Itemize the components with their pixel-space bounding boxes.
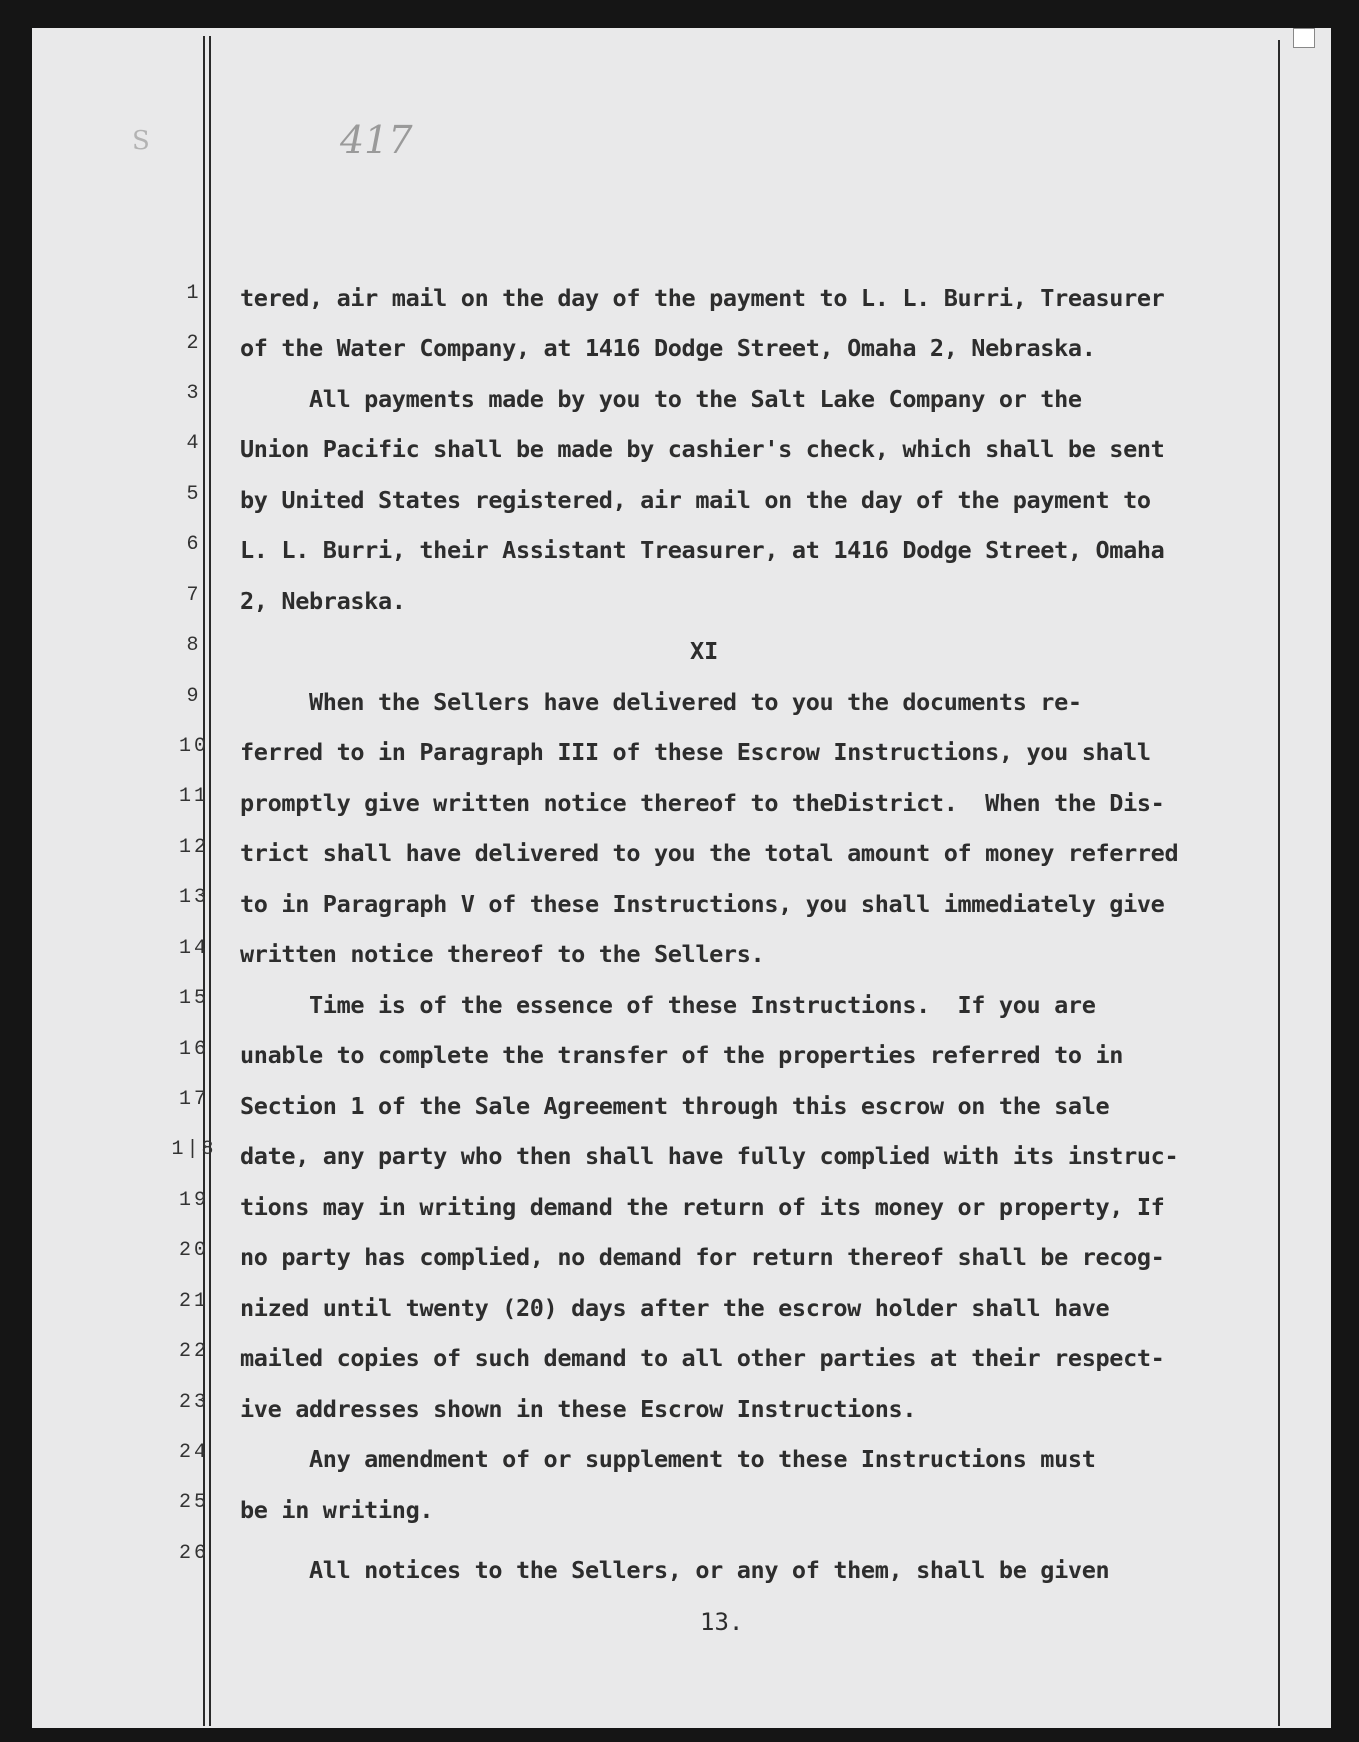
section-heading: XI	[690, 637, 719, 665]
text-line: ferred to in Paragraph III of these Escrow Instructions, you shall	[240, 738, 1151, 766]
text-line: All notices to the Sellers, or any of them, shall be given	[240, 1556, 1110, 1584]
handwritten-mark: 417	[340, 118, 413, 162]
line-number: 3	[186, 382, 202, 405]
line-number: 14	[178, 937, 209, 960]
text-line: be in writing.	[240, 1496, 434, 1524]
text-line: mailed copies of such demand to all other parties at their respect-	[240, 1344, 1165, 1372]
line-number: 20	[178, 1239, 209, 1262]
text-line: L. L. Burri, their Assistant Treasurer, at 1416 Dodge Street, Omaha	[240, 536, 1165, 564]
line-number: 6	[186, 533, 202, 556]
text-line: 2, Nebraska.	[240, 587, 406, 615]
line-number: 15	[178, 987, 209, 1010]
text-line: trict shall have delivered to you the total amount of money referred	[240, 839, 1179, 867]
text-line: no party has complied, no demand for return thereof shall be recog-	[240, 1243, 1165, 1271]
line-number: 5	[186, 483, 202, 506]
line-number: 4	[186, 432, 202, 455]
right-margin-rule	[1278, 40, 1280, 1726]
text-line: written notice thereof to the Sellers.	[240, 940, 765, 968]
text-line: When the Sellers have delivered to you the documents re-	[240, 688, 1082, 716]
text-line: Time is of the essence of these Instructions. If you are	[240, 991, 1096, 1019]
line-number: 17	[178, 1088, 209, 1111]
text-line: promptly give written notice thereof to theDistrict. When the Dis-	[240, 789, 1165, 817]
page-corner	[1293, 28, 1315, 48]
line-number: 1|8	[171, 1138, 217, 1161]
line-number: 1	[186, 282, 202, 305]
page-number: 13.	[700, 1608, 744, 1636]
text-line: tions may in writing demand the return of its money or property, If	[240, 1193, 1165, 1221]
text-line: All payments made by you to the Salt Lake Company or the	[240, 385, 1082, 413]
text-line: by United States registered, air mail on the day of the payment to	[240, 486, 1151, 514]
line-number: 12	[178, 836, 209, 859]
line-number: 11	[178, 785, 209, 808]
faint-mark: S	[132, 126, 150, 156]
text-line: unable to complete the transfer of the properties referred to in	[240, 1041, 1124, 1069]
text-line: Union Pacific shall be made by cashier's check, which shall be sent	[240, 435, 1165, 463]
text-line: ive addresses shown in these Escrow Instructions.	[240, 1395, 917, 1423]
line-number: 21	[178, 1290, 209, 1313]
text-line: tered, air mail on the day of the payment to L. L. Burri, Treasurer	[240, 284, 1165, 312]
line-number: 25	[178, 1491, 209, 1514]
line-number: 9	[186, 685, 202, 708]
text-line: of the Water Company, at 1416 Dodge Street, Omaha 2, Nebraska.	[240, 334, 1096, 362]
line-number: 19	[178, 1189, 209, 1212]
line-number: 24	[178, 1441, 209, 1464]
text-line: to in Paragraph V of these Instructions, you shall immediately give	[240, 890, 1165, 918]
line-number: 22	[178, 1340, 209, 1363]
line-number: 10	[178, 735, 209, 758]
document-page	[32, 28, 1331, 1728]
text-line: Any amendment of or supplement to these Instructions must	[240, 1445, 1096, 1473]
line-number: 23	[178, 1391, 209, 1414]
line-number: 7	[186, 584, 202, 607]
text-line: nized until twenty (20) days after the escrow holder shall have	[240, 1294, 1110, 1322]
line-number: 16	[178, 1038, 209, 1061]
line-number: 2	[186, 332, 202, 355]
text-line: date, any party who then shall have fully complied with its instruc-	[240, 1142, 1179, 1170]
text-line: Section 1 of the Sale Agreement through this escrow on the sale	[240, 1092, 1110, 1120]
line-number: 26	[178, 1542, 209, 1565]
line-number: 8	[186, 634, 202, 657]
line-number: 13	[178, 886, 209, 909]
